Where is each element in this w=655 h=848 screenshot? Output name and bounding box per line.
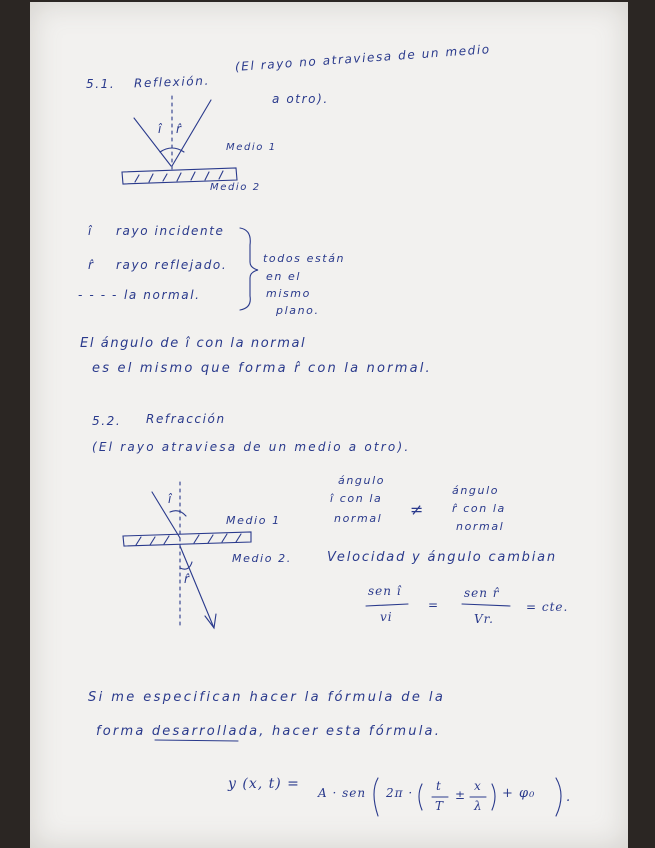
angle-r-line1: ángulo (452, 484, 500, 497)
formula-paren-left-small (419, 784, 422, 810)
refraccion-incident-symbol: î (168, 492, 173, 506)
underline-desarrollada (155, 740, 238, 741)
refraction-angle-arc-top (170, 511, 186, 516)
fraction-bar-2 (462, 604, 510, 606)
formula-paren-right-small (492, 784, 495, 810)
legend-brace-line-3: mismo (266, 287, 311, 300)
refraccion-medium1-label: Medio 1 (226, 514, 281, 527)
refraction-angle-arc-bottom (180, 562, 192, 569)
section-number-5-2: 5.2. (92, 414, 122, 428)
formula-paren-left-big (374, 778, 378, 816)
legend-reflected-text: rayo reflejado. (116, 258, 228, 272)
formula-plus-minus: ± (455, 788, 467, 802)
formula-amplitude-sen: A · sen (318, 786, 367, 800)
reflexion-medium2-label: Medio 2 (210, 182, 261, 193)
refraccion-description: (El rayo atraviesa de un medio a otro). (92, 440, 411, 454)
legend-brace (240, 228, 258, 310)
section-number-5-1: 5.1. (86, 77, 116, 91)
legend-brace-line-1: todos están (263, 252, 346, 265)
note-line2: forma desarrollada, hacer esta fórmula. (96, 724, 442, 739)
refraccion-medium2-label: Medio 2. (232, 552, 292, 565)
angle-r-line2: r̂ con la (452, 502, 506, 515)
snell-fraction2-denominator: Vr. (474, 612, 494, 626)
refraction-refracted-ray (180, 546, 214, 628)
reflection-law-line1: El ángulo de î con la normal (80, 336, 307, 351)
formula-paren-right-big (556, 778, 561, 816)
formula-two-pi: 2π · (386, 786, 414, 800)
formula-end-period: . (566, 790, 572, 805)
reflexion-description-line1: (El rayo no atraviesa de un medio (234, 42, 492, 74)
angle-i-line2: î con la (330, 492, 383, 505)
angle-r-line3: normal (456, 520, 505, 533)
formula-x-numerator: x (474, 779, 482, 793)
snell-fraction1-denominator: vi (380, 610, 393, 624)
snell-equals: = (428, 598, 440, 612)
legend-incident-symbol: î (88, 224, 93, 238)
fraction-bar-1 (366, 604, 408, 606)
snell-constant: = cte. (526, 600, 569, 614)
reflection-diagram (122, 96, 237, 184)
legend-incident-text: rayo incidente (116, 224, 225, 238)
legend-reflected-symbol: r̂ (88, 258, 95, 272)
snell-fraction2-numerator: sen r̂ (464, 586, 500, 600)
formula-t-numerator: t (436, 779, 442, 793)
formula-t-denominator: T (435, 799, 445, 813)
legend-normal-text: la normal. (124, 288, 201, 302)
note-line1: Si me especifican hacer la fórmula de la (88, 690, 446, 705)
refraction-arrow-head (205, 614, 216, 628)
refraccion-refracted-symbol: r̂ (184, 572, 191, 586)
legend-normal-symbol: - - - - (78, 288, 118, 302)
reflexion-description-line2: a otro). (272, 92, 329, 106)
legend-brace-line-2: en el (266, 270, 302, 283)
section-title-reflexion: Reflexión. (133, 73, 211, 91)
reflection-incident-ray (134, 118, 171, 166)
refraction-surface (123, 532, 251, 546)
section-title-refraccion: Refracción (146, 412, 226, 426)
snell-fraction1-numerator: sen î (368, 584, 402, 598)
refraction-incident-ray (152, 492, 180, 538)
velocity-angle-change-text: Velocidad y ángulo cambian (327, 550, 557, 565)
not-equal-sign: ≠ (410, 500, 426, 519)
reflection-law-line2: es el mismo que forma r̂ con la normal. (92, 361, 432, 376)
reflexion-medium1-label: Medio 1 (226, 142, 277, 153)
angle-i-line1: ángulo (338, 474, 386, 487)
reflexion-incident-symbol: î (158, 122, 163, 136)
formula-lhs: y (x, t) = (228, 776, 300, 792)
formula-phase: + φ₀ (502, 786, 536, 801)
formula-lambda-denominator: λ (474, 799, 483, 813)
legend-brace-line-4: plano. (276, 304, 320, 317)
reflexion-reflected-symbol: r̂ (176, 122, 183, 136)
angle-i-line3: normal (334, 512, 383, 525)
